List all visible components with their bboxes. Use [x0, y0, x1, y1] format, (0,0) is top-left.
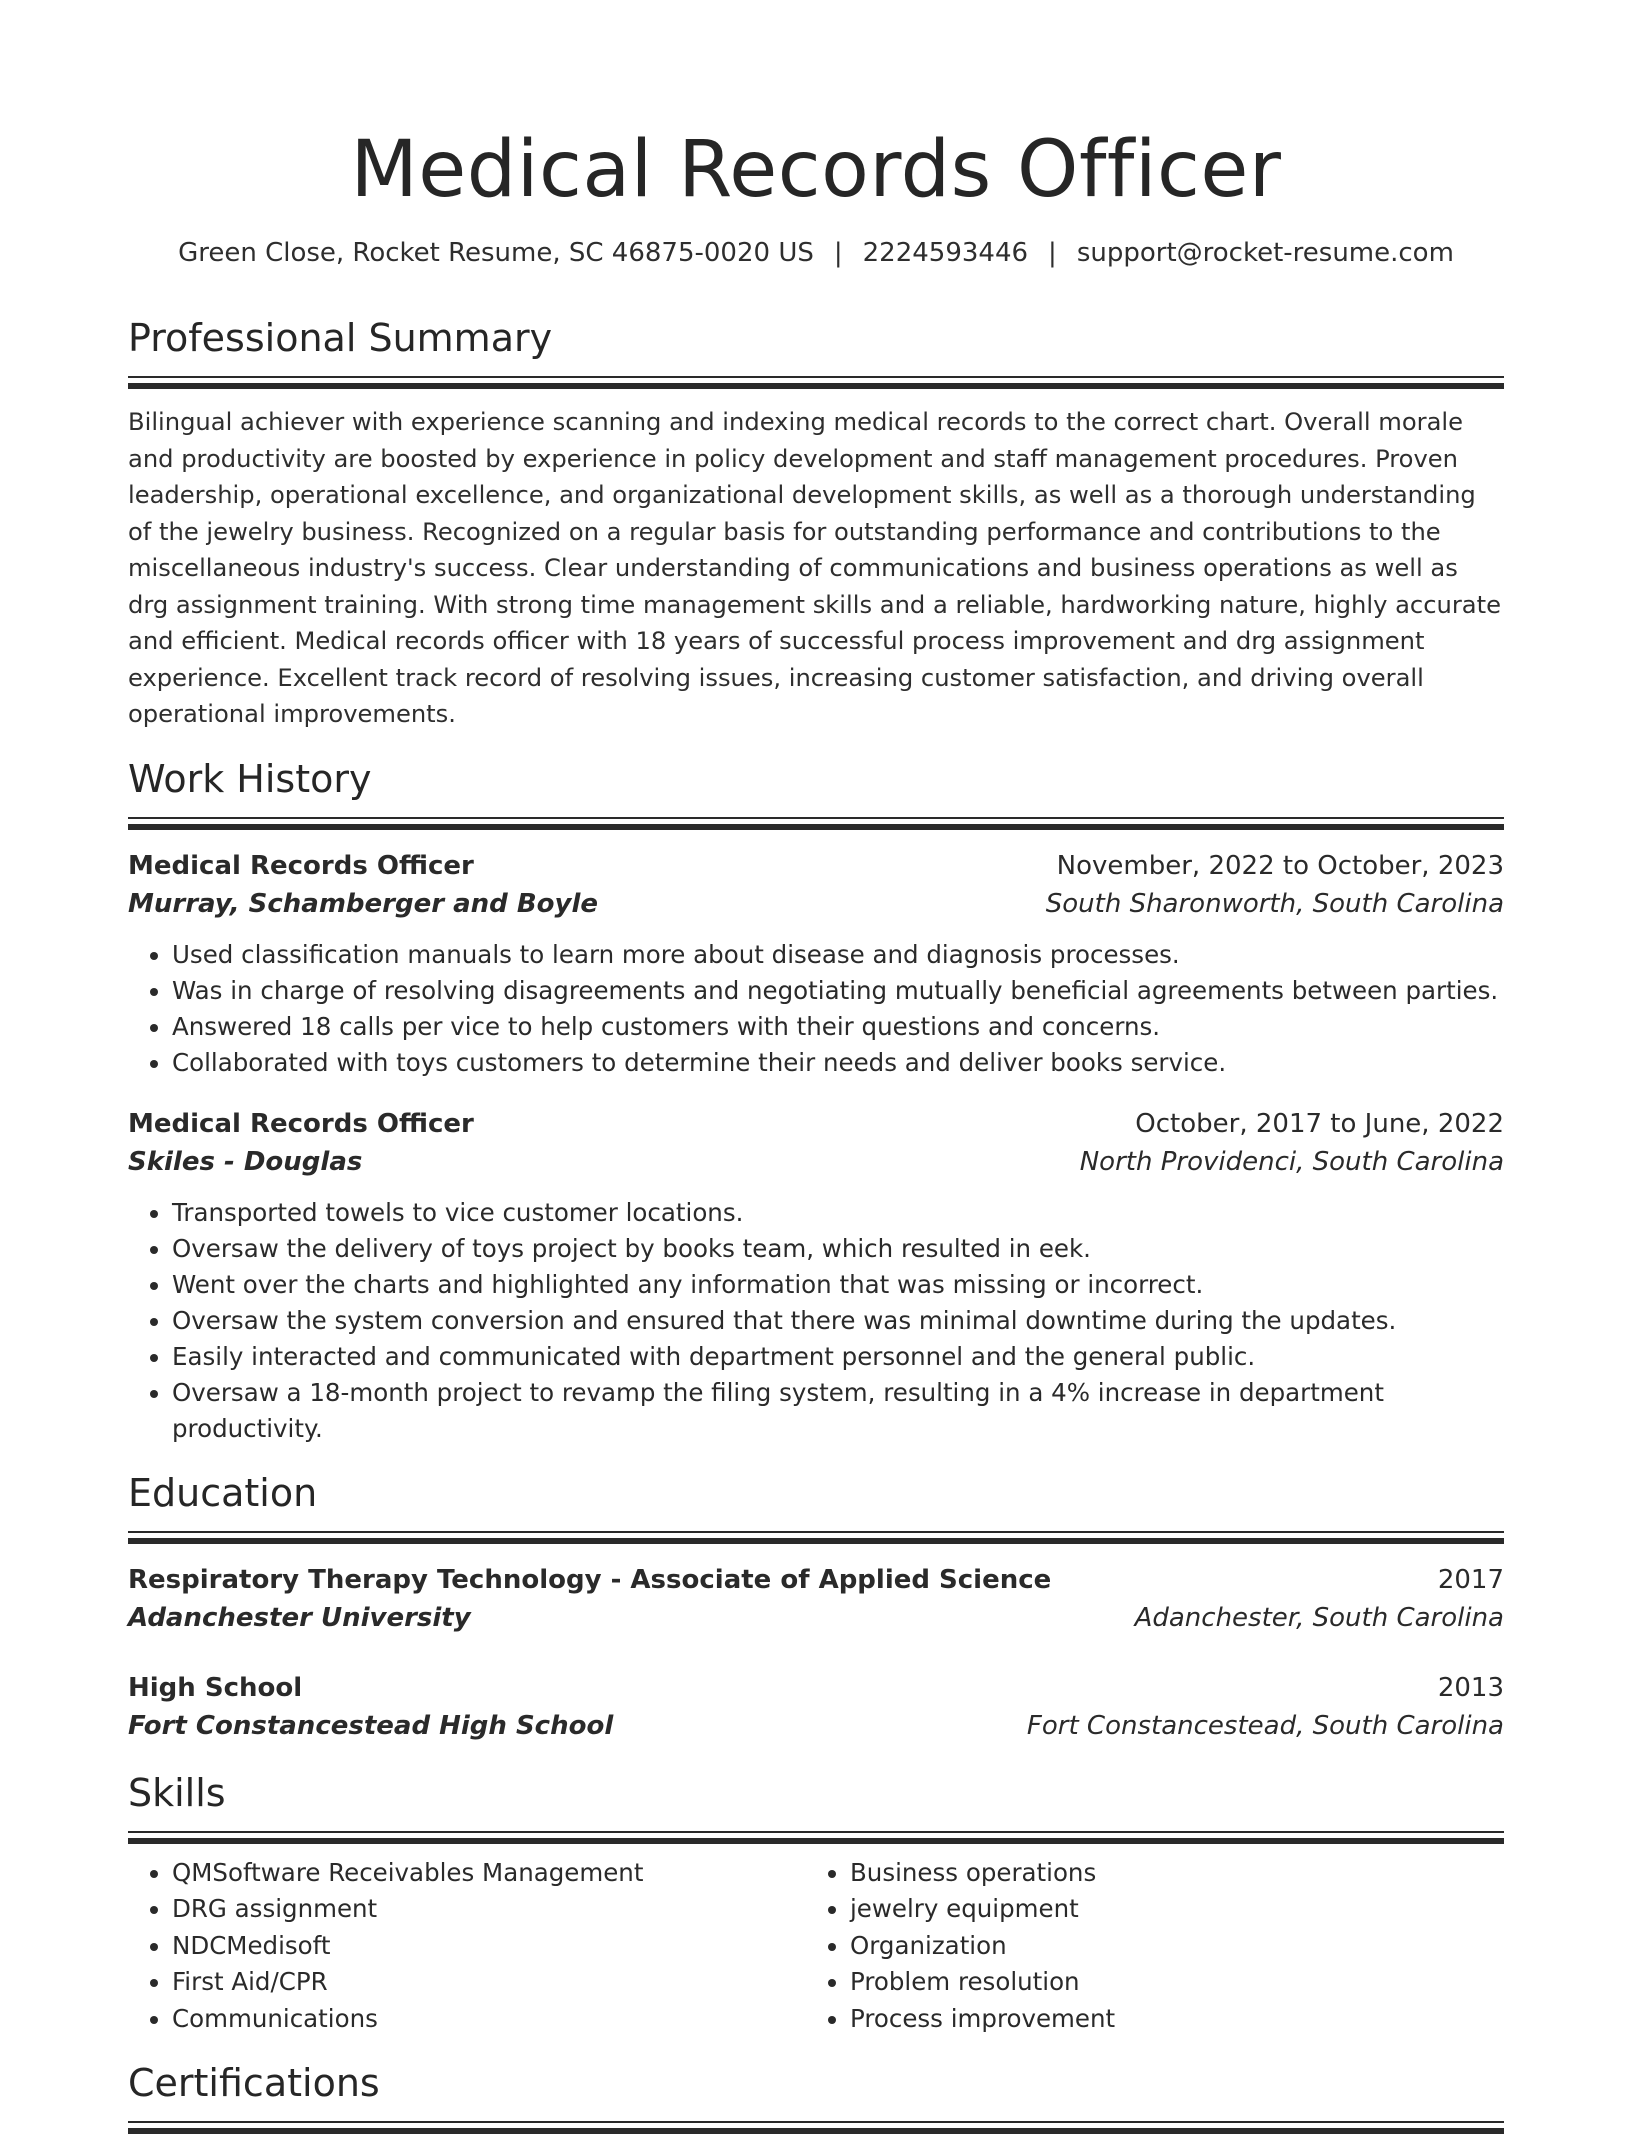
job-dates: November, 2022 to October, 2023	[1056, 850, 1504, 881]
school-name: Fort Constancestead High School	[128, 1710, 614, 1741]
skills-list	[128, 1855, 1504, 2038]
job-bullet: • Easily interacted and communicated with department personnel and the general public.	[172, 1339, 1504, 1375]
job-location: North Providenci, South Carolina	[1079, 1146, 1504, 1177]
summary-text: Bilingual achiever with experience scanning and indexing medical records to the correct chart. Overall morale and productivity are boosted by experience in policy development and staff management procedures. Proven leadership, operational excellence, and organizational development skills, as well as a thorough understanding of the jewelry business. Recognized on a regular basis for outstanding performance and contributions to the miscellaneous industry's success. Clear understanding of communications and business operations as well as drg assignment training. With strong time management skills and a reliable, hardworking nature, highly accurate and efficient. Medical records officer with 18 years of successful process improvement and drg assignment experience. Excellent track record of resolving issues, increasing customer satisfaction, and driving overall operational improvements.	[128, 408, 1501, 728]
skill-item: • Organization	[850, 1928, 1484, 1965]
skill-item: • jewelry equipment	[850, 1891, 1484, 1928]
education-entry	[128, 1561, 1504, 1637]
school-name: Adanchester University	[128, 1602, 471, 1633]
section-divider	[128, 1531, 1504, 1545]
job-entry	[128, 1105, 1504, 1447]
skill-item: • Business operations	[850, 1855, 1484, 1892]
skills-column-right	[806, 1855, 1484, 2038]
skill-item: • DRG assignment	[172, 1891, 806, 1928]
skills-section	[128, 1769, 1504, 2038]
degree-name: Respiratory Therapy Technology - Associate of Applied Science	[128, 1564, 1052, 1595]
skill-item: • Problem resolution	[850, 1964, 1484, 2001]
section-heading-skills: Skills	[128, 1770, 226, 1815]
skill-item: • QMSoftware Receivables Management	[172, 1855, 806, 1892]
job-bullet: • Used classification manuals to learn more about disease and diagnosis processes.	[172, 937, 1504, 973]
job-bullet: • Oversaw the delivery of toys project by books team, which resulted in eek.	[172, 1231, 1504, 1267]
contact-email: support@rocket-resume.com	[1076, 238, 1454, 268]
job-bullet: • Oversaw the system conversion and ensured that there was minimal downtime during the updates.	[172, 1303, 1504, 1339]
job-bullet: • Was in charge of resolving disagreements and negotiating mutually beneficial agreements between parties.	[172, 973, 1504, 1009]
section-divider	[128, 817, 1504, 831]
section-heading-certifications: Certifications	[128, 2061, 380, 2105]
resume-page	[128, 0, 1504, 2135]
section-divider	[128, 376, 1504, 390]
job-title: Medical Records Officer	[128, 850, 474, 881]
skill-item: • First Aid/CPR	[172, 1964, 806, 2001]
education-entry	[128, 1669, 1504, 1745]
skills-column-left	[128, 1855, 806, 2038]
contact-separator: |	[1048, 238, 1057, 268]
education-section	[128, 1469, 1504, 1745]
job-location: South Sharonworth, South Carolina	[1045, 888, 1504, 919]
graduation-year: 2013	[1437, 1672, 1504, 1703]
school-location: Adanchester, South Carolina	[1134, 1602, 1504, 1633]
job-title: Medical Records Officer	[128, 1108, 474, 1139]
job-bullets	[128, 1195, 1504, 1447]
job-bullets	[128, 937, 1504, 1081]
job-company: Skiles - Douglas	[128, 1146, 363, 1177]
contact-phone: 2224593446	[862, 238, 1029, 268]
graduation-year: 2017	[1437, 1564, 1504, 1595]
job-entry	[128, 847, 1504, 1081]
job-bullet: • Went over the charts and highlighted any information that was missing or incorrect.	[172, 1267, 1504, 1303]
certifications-section	[128, 2059, 1504, 2135]
skill-item: • Communications	[172, 2001, 806, 2038]
section-heading-education: Education	[128, 1470, 318, 1515]
degree-name: High School	[128, 1672, 303, 1703]
section-heading-summary: Professional Summary	[128, 316, 553, 360]
work-history-section	[128, 755, 1504, 1447]
job-dates: October, 2017 to June, 2022	[1135, 1108, 1504, 1139]
job-company: Murray, Schamberger and Boyle	[128, 888, 598, 919]
section-heading-work-history: Work History	[128, 756, 372, 801]
section-divider	[128, 1831, 1504, 1845]
job-bullet: • Transported towels to vice customer locations.	[172, 1195, 1504, 1231]
contact-line	[128, 236, 1504, 270]
summary-section	[128, 314, 1504, 733]
section-divider	[128, 2121, 1504, 2135]
contact-separator: |	[833, 238, 843, 268]
job-bullet: • Oversaw a 18-month project to revamp the filing system, resulting in a 4% increase in department productivity.	[172, 1375, 1504, 1447]
job-bullet: • Answered 18 calls per vice to help customers with their questions and concerns.	[172, 1009, 1504, 1045]
skill-item: • NDCMedisoft	[172, 1928, 806, 1965]
contact-address: Green Close, Rocket Resume, SC 46875-0020 US	[178, 238, 814, 268]
school-location: Fort Constancestead, South Carolina	[1026, 1710, 1504, 1741]
skill-item: • Process improvement	[850, 2001, 1484, 2038]
job-bullet: • Collaborated with toys customers to determine their needs and deliver books service.	[172, 1045, 1504, 1081]
resume-title: Medical Records Officer	[350, 125, 1282, 215]
